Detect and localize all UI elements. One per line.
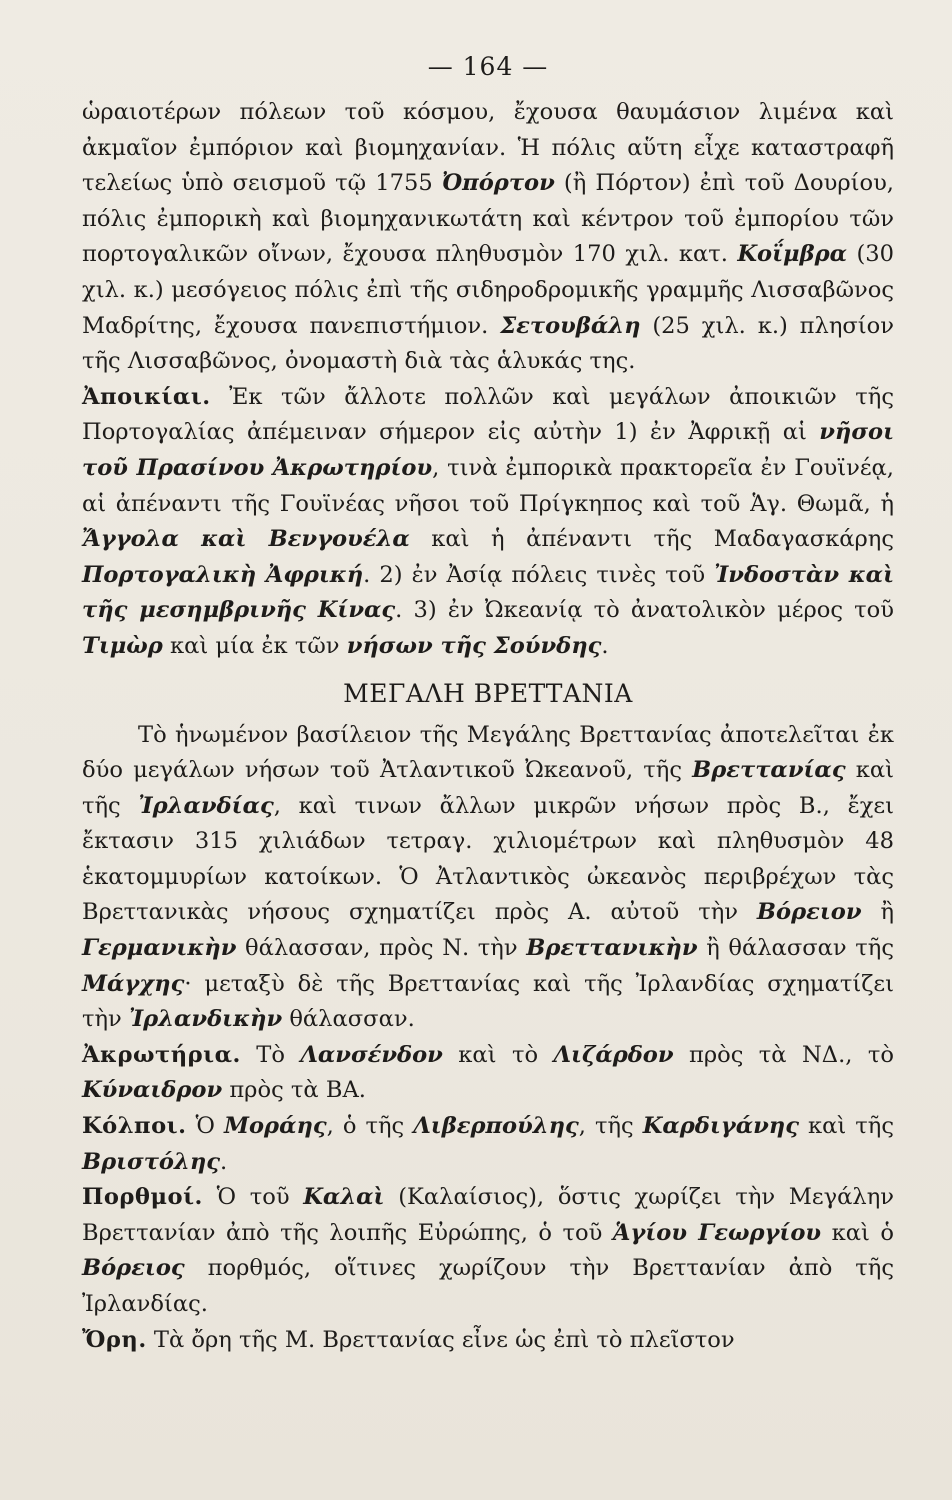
place-name: Μάγχης bbox=[82, 970, 185, 997]
text-run: καὶ τῆς bbox=[798, 1113, 894, 1140]
section-heading-inline: Πορθμοί. bbox=[82, 1184, 203, 1211]
text-run: Τὰ ὄρη τῆς Μ. Βρεττανίας εἶνε ὡς ἐπὶ τὸ πλεῖστον bbox=[146, 1326, 735, 1353]
place-name: Βρεττανικὴν bbox=[526, 935, 698, 962]
text-run: πρὸς τὰ ΝΔ., τὸ bbox=[673, 1041, 894, 1068]
portugal-cities-text bbox=[82, 95, 894, 665]
section-heading-inline: Ἀποικίαι. bbox=[82, 383, 211, 410]
place-name: Ἰρλανδίας bbox=[138, 792, 274, 819]
section-heading-inline: Ὄρη. bbox=[82, 1326, 147, 1353]
place-name: Λανσένδον bbox=[300, 1041, 443, 1068]
place-name: Ἰνδοστὰν καὶ τῆς μεσημβρινῆς Κίνας bbox=[82, 561, 895, 624]
text-run: , τινὰ ἐμπορικὰ πρακτορεῖα ἐν Γουϊνέᾳ, αἱ ἀπέναντι τῆς Γουϊνέας νῆσοι τοῦ Πρίγκηπος καὶ τοῦ Ἁγ. Θωμᾶ, ἡ bbox=[82, 454, 894, 517]
text-run: Τὸ ἡνωμένον βασίλειον τῆς Μεγάλης Βρεττανίας ἀποτελεῖται ἐκ δύο μεγάλων νήσων τοῦ Ἀτλαντικοῦ Ὠκεανοῦ, τῆς bbox=[82, 721, 894, 784]
text-run: (ἢ Πόρτον) ἐπὶ τοῦ Δουρίου, πόλις ἐμπορικὴ καὶ βιομηχανικωτάτη καὶ κέντρον τοῦ ἐμπορίου τῶν πορτογαλικῶν οἴνων, ἔχουσα πληθυσμὸν 170 χιλ. κατ. bbox=[82, 170, 894, 268]
text-run: καὶ ὁ bbox=[821, 1219, 894, 1246]
text-run: . 3) ἐν Ὠκεανίᾳ τὸ ἀνατολικὸν μέρος τοῦ bbox=[395, 597, 894, 624]
place-name: Κύναιδρον bbox=[82, 1077, 223, 1104]
place-name: νῆσοι τοῦ Πρασίνου Ἀκρωτηρίου bbox=[82, 419, 894, 481]
section-heading-inline: Κόλποι. bbox=[82, 1113, 187, 1140]
text-run: θάλασσαν. bbox=[282, 1006, 415, 1033]
text-run: καὶ τὸ bbox=[442, 1041, 554, 1068]
text-run: (Καλαίσιος), ὅστις χωρίζει τὴν Μεγάλην Βρεττανίαν ἀπὸ τῆς λοιπῆς Εὐρώπης, ὁ τοῦ bbox=[82, 1184, 894, 1246]
paragraph-straits bbox=[82, 1180, 894, 1322]
place-name: Ἰρλανδικὴν bbox=[128, 1006, 283, 1033]
place-name: Βόρειον bbox=[756, 899, 862, 926]
paragraph-portugal-colonies bbox=[82, 380, 894, 665]
text-run: , καὶ τινων ἄλλων μικρῶν νήσων πρὸς Β., ἔχει ἔκτασιν 315 χιλιάδων τετραγ. χιλιομέτρων καὶ πληθυσμὸν 48 ἑκατομμυρίων κατοίκων. Ὁ Ἀτλαντικὸς ὠκεανὸς περιβρέχων τὰς Βρεττανικὰς νήσους σχηματίζει πρὸς Α. αὐτοῦ τὴν bbox=[82, 792, 894, 926]
text-run: ἢ bbox=[861, 899, 894, 926]
place-name: Βρεττανίας bbox=[692, 757, 846, 784]
paragraph-capes bbox=[82, 1038, 894, 1109]
text-run: πορθμός, οἵτινες χωρίζουν τὴν Βρεττανίαν ἀπὸ τῆς Ἰρλανδίας. bbox=[82, 1255, 894, 1317]
place-name: Βόρειος bbox=[82, 1255, 185, 1282]
place-name: Πορτογαλικὴ Ἀφρική bbox=[82, 561, 364, 588]
paragraph-britain-intro bbox=[82, 718, 894, 1038]
paragraph-gulfs bbox=[82, 1109, 894, 1180]
section-heading-inline: Ἀκρωτήρια. bbox=[82, 1041, 241, 1068]
text-run: ἢ θάλασσαν τῆς bbox=[697, 935, 895, 962]
text-run: ὡραιοτέρων πόλεων τοῦ κόσμου, ἔχουσα θαυμάσιον λιμένα καὶ ἀκμαῖον ἐμπόριον καὶ βιομηχανίαν. Ἡ πόλις αὕτη εἶχε καταστραφῆ τελείως ὑπὸ σεισμοῦ τῷ 1755 bbox=[82, 99, 894, 197]
place-name: Λιζάρδον bbox=[553, 1041, 674, 1068]
text-run: . bbox=[220, 1148, 228, 1175]
britain-text bbox=[82, 718, 894, 1359]
text-run: καὶ ἡ ἀπέναντι τῆς Μαδαγασκάρης bbox=[409, 526, 894, 553]
paragraph-mountains bbox=[82, 1323, 894, 1359]
place-name: Ἁγίου Γεωργίου bbox=[612, 1219, 822, 1246]
section-title: ΜΕΓΑΛΗ ΒΡΕΤΤΑΝΙΑ bbox=[343, 678, 633, 708]
place-name: Μοράης bbox=[223, 1113, 327, 1140]
paragraph-portugal-cities bbox=[82, 95, 894, 380]
place-name: νήσων τῆς Σούνδης bbox=[346, 632, 602, 659]
text-run: . 2) ἐν Ἀσίᾳ πόλεις τινὲς τοῦ bbox=[363, 561, 715, 588]
text-run: (30 χιλ. κ.) μεσόγειος πόλις ἐπὶ τῆς σιδηροδρομικῆς γραμμῆς Λισσαβῶνος Μαδρίτης, ἔχουσα πανεπιστήμιον. bbox=[82, 241, 895, 339]
text-run: , τῆς bbox=[578, 1113, 643, 1140]
place-name: Κοΐμβρα bbox=[737, 241, 847, 268]
text-run: Ὁ bbox=[186, 1113, 224, 1140]
text-run: · μεταξὺ δὲ τῆς Βρεττανίας καὶ τῆς Ἰρλανδίας σχηματίζει τὴν bbox=[82, 970, 894, 1033]
text-run: . bbox=[601, 632, 609, 659]
place-name: Ὀπόρτον bbox=[441, 170, 555, 197]
place-name: Ἄγγολα καὶ Βενγουέλα bbox=[82, 526, 410, 553]
text-run: Ἐκ τῶν ἄλλοτε πολλῶν καὶ μεγάλων ἀποικιῶν τῆς Πορτογαλίας ἀπέμειναν σήμερον εἰς αὐτὴν 1) ἐν Ἀφρικῇ αἱ bbox=[82, 383, 894, 446]
place-name: Τιμὼρ bbox=[82, 632, 163, 659]
text-run: θάλασσαν, πρὸς Ν. τὴν bbox=[236, 935, 527, 962]
text-run: καὶ τῆς bbox=[82, 757, 894, 819]
place-name: Βριστόλης bbox=[82, 1148, 221, 1175]
place-name: Καλαὶ bbox=[303, 1184, 385, 1211]
page-number: — 164 — bbox=[427, 52, 549, 81]
text-run: , ὁ τῆς bbox=[326, 1113, 414, 1140]
place-name: Καρδιγάνης bbox=[642, 1113, 799, 1140]
text-run: (25 χιλ. κ.) πλησίον τῆς Λισσαβῶνος, ὀνομαστὴ διὰ τὰς ἁλυκάς της. bbox=[82, 312, 894, 375]
text-run: πρὸς τὰ ΒΑ. bbox=[222, 1077, 366, 1104]
place-name: Σετουβάλη bbox=[500, 312, 641, 339]
text-run: Τὸ bbox=[240, 1041, 301, 1068]
place-name: Γερμανικὴν bbox=[82, 935, 237, 962]
text-run: καὶ μία ἐκ τῶν bbox=[162, 632, 347, 659]
text-run: Ὁ τοῦ bbox=[202, 1184, 304, 1211]
place-name: Λιβερπούλης bbox=[413, 1113, 579, 1140]
